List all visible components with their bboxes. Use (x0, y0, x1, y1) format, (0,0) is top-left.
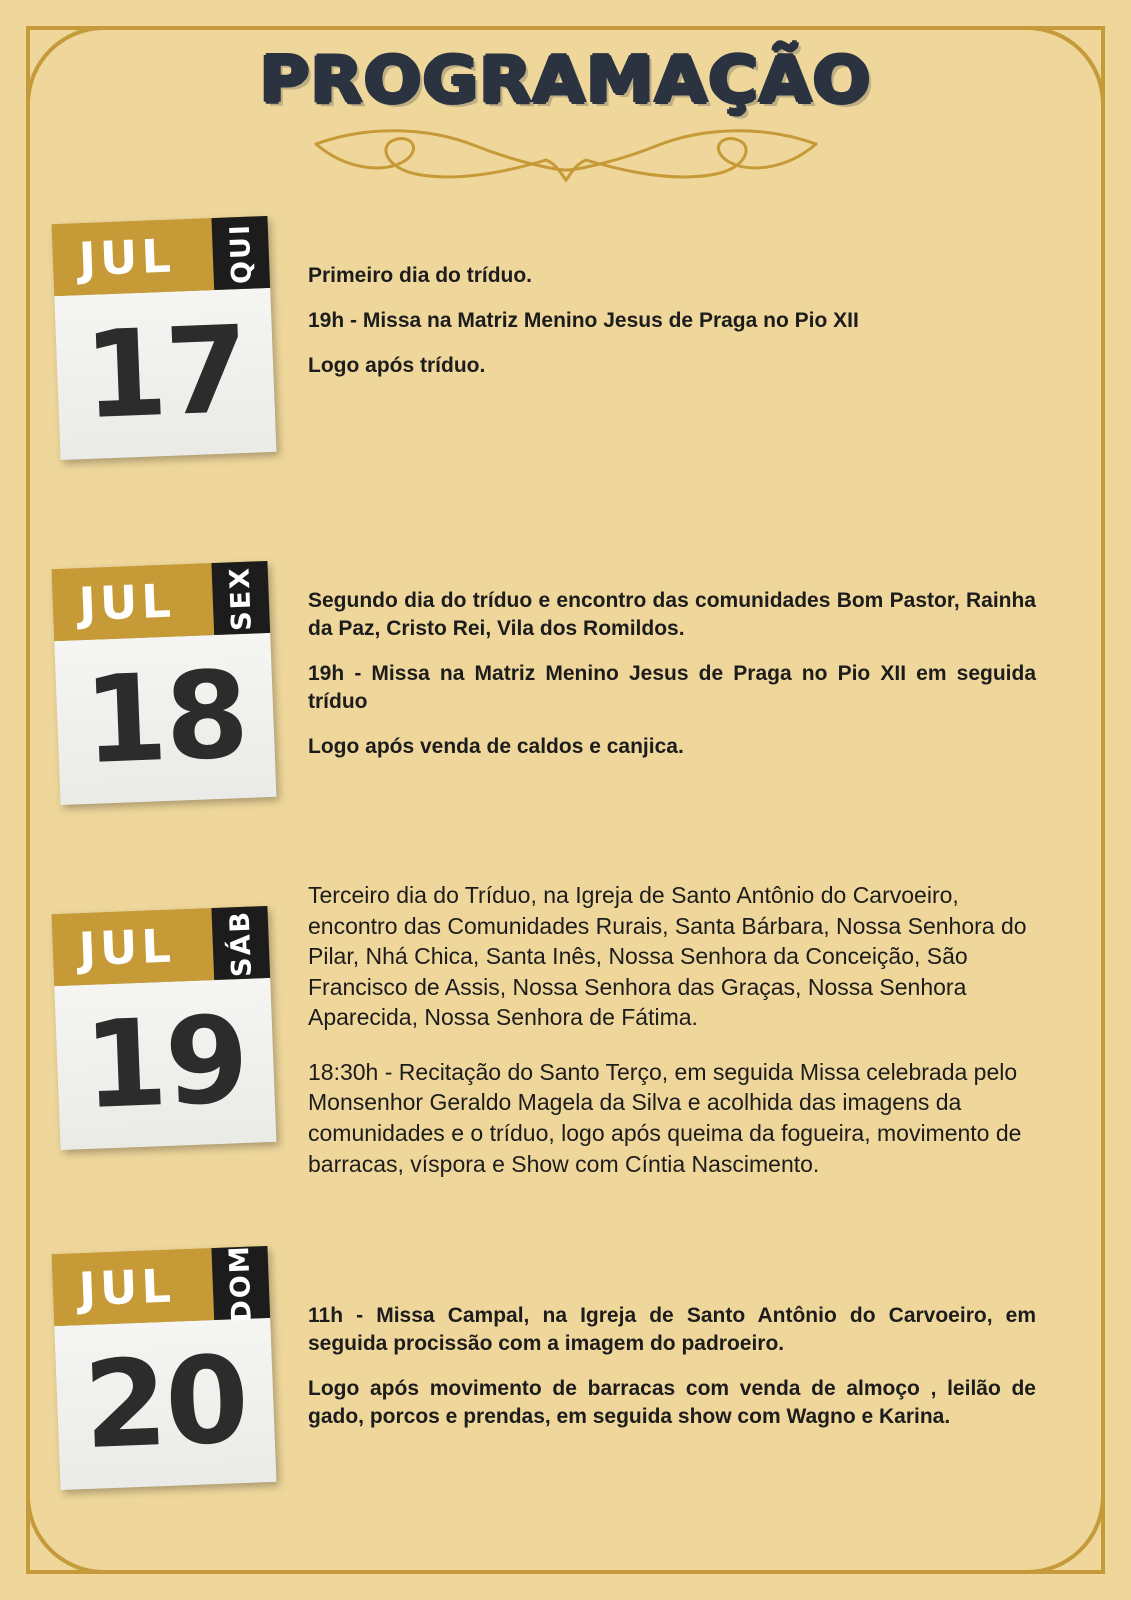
calendar-card-header (52, 1243, 271, 1326)
calendar-day-number: 18 (81, 645, 250, 792)
calendar-card (56, 910, 272, 1146)
calendar-month: JUL (77, 1258, 176, 1317)
calendar-card-body (54, 633, 276, 805)
schedule-paragraph: Primeiro dia do tríduo. (308, 264, 533, 287)
calendar-day-number: 19 (81, 990, 250, 1137)
calendar-card-header (52, 216, 271, 296)
calendar-card-body (54, 1318, 276, 1490)
schedule-paragraph: 18:30h - Recitação do Santo Terço, em seguida Missa celebrada pelo Monsenhor Geraldo Magela da Silva e acolhida das imagens da comunidades e o tríduo, logo após queima da fogueira, movimento de barracas, víspora e Show com Cíntia Nascimento. (308, 1058, 1022, 1177)
schedule-item-text (272, 220, 1076, 380)
ornamental-flourish-divider-icon (0, 124, 1131, 194)
schedule-item-18-jul (56, 565, 1076, 801)
schedule-item-text (272, 880, 1076, 1179)
frame-corner-bottom-right (1027, 1496, 1105, 1574)
calendar-card-header (52, 561, 271, 641)
calendar-month: JUL (77, 573, 176, 632)
calendar-day-number: 20 (81, 1330, 250, 1477)
calendar-card-body (54, 978, 276, 1150)
calendar-day-number: 17 (81, 300, 250, 447)
schedule-item-19-jul (56, 880, 1076, 1179)
poster-header (0, 44, 1131, 194)
schedule-paragraph: 11h - Missa Campal, na Igreja de Santo Antônio do Carvoeiro, em seguida procissão com a imagem do padroeiro. (308, 1304, 1036, 1355)
schedule-paragraph: Logo após movimento de barracas com venda de almoço , leilão de gado, porcos e prendas, em seguida show com Wagno e Karina. (308, 1376, 1036, 1428)
calendar-month: JUL (77, 918, 176, 977)
schedule-paragraph: Terceiro dia do Tríduo, na Igreja de Santo Antônio do Carvoeiro, encontro das Comunidades Rurais, Santa Bárbara, Nossa Senhora do Pilar, Nhá Chica, Santa Inês, Nossa Senhora da Conceição, São Francisco de Assis, Nossa Senhora das Graças, Nossa Senhora Aparecida, Nossa Senhora de Fátima. (308, 882, 1027, 1031)
calendar-weekday: QUI (211, 216, 270, 290)
calendar-card (56, 220, 272, 456)
schedule-item-17-jul (56, 220, 1076, 456)
calendar-card-body (54, 288, 276, 460)
schedule-paragraph: Logo após tríduo. (308, 353, 486, 377)
schedule-paragraph: 19h - Missa na Matriz Menino Jesus de Praga no Pio XII (308, 308, 859, 332)
calendar-card (56, 565, 272, 801)
page-title: PROGRAMAÇÃO (259, 44, 872, 118)
schedule-item-text (272, 1250, 1076, 1431)
calendar-weekday: SÁB (211, 906, 270, 980)
calendar-card-header (52, 906, 271, 986)
schedule-paragraph: Segundo dia do tríduo e encontro das comunidades Bom Pastor, Rainha da Paz, Cristo Rei, Vila dos Romildos. (308, 589, 1036, 640)
schedule-paragraph: Logo após venda de caldos e canjica. (308, 734, 684, 758)
schedule-item-text (272, 565, 1076, 761)
calendar-month: JUL (77, 228, 176, 287)
calendar-weekday: DOM (211, 1246, 270, 1320)
calendar-weekday: SEX (211, 561, 270, 635)
schedule-item-20-jul (56, 1243, 1076, 1486)
schedule-paragraph: 19h - Missa na Matriz Menino Jesus de Praga no Pio XII em seguida tríduo (308, 661, 1036, 713)
frame-corner-bottom-left (26, 1496, 104, 1574)
calendar-card (56, 1243, 272, 1486)
